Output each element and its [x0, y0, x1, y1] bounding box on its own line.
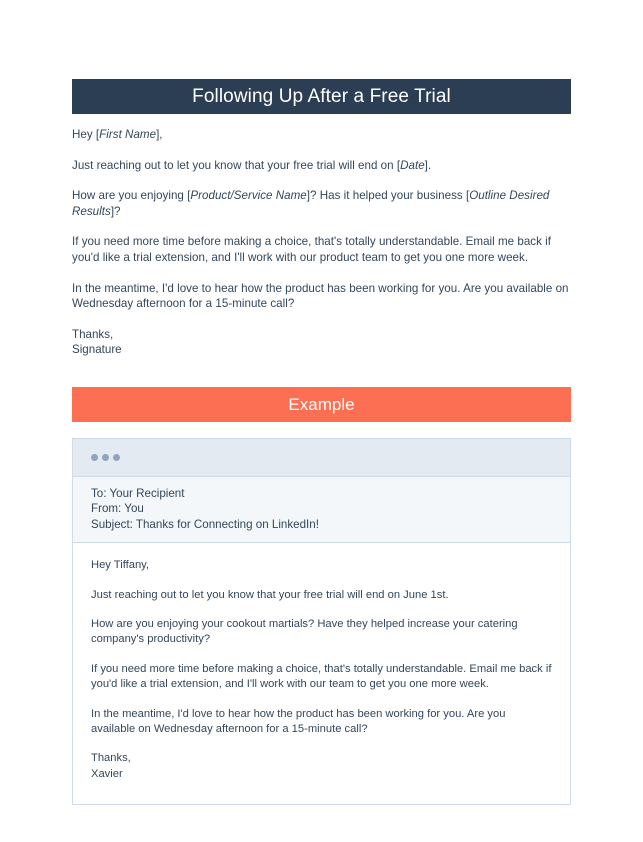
window-dot-icon	[113, 454, 120, 461]
greeting-suffix: ],	[156, 128, 163, 141]
window-dots	[91, 454, 120, 461]
email-to-line: To: Your Recipient	[91, 487, 185, 500]
template-email-body	[72, 127, 575, 358]
email-closing: Thanks,	[91, 752, 131, 765]
email-greeting: Hey Tiffany,	[91, 559, 150, 572]
template-signature: Signature	[72, 343, 122, 357]
example-banner-label: Example	[288, 395, 355, 414]
greeting-prefix: Hey [	[72, 128, 100, 141]
template-paragraph-trial-end	[72, 158, 575, 174]
template-paragraph-meantime: In the meantime, I'd love to hear how the product has been working for you. Are you available on Wednesday afternoon for a 15-minute call?	[72, 281, 569, 311]
template-paragraph-enjoying	[72, 188, 575, 219]
email-paragraph-enjoying: How are you enjoying your cookout martials? Have they helped increase your catering company's productivity?	[91, 618, 518, 646]
email-mockup-titlebar	[73, 439, 570, 477]
email-mockup	[72, 438, 571, 805]
email-signoff	[91, 751, 552, 782]
greeting-placeholder: First Name	[99, 128, 157, 141]
page-title: Following Up After a Free Trial	[192, 86, 451, 107]
email-paragraph-meantime: In the meantime, I'd love to hear how the product has been working for you. Are you available on Wednesday afternoon for a 15-minute call?	[91, 707, 506, 736]
template-closing: Thanks,	[72, 327, 114, 341]
email-body-panel	[73, 543, 570, 804]
trial-end-suffix: ].	[424, 158, 432, 172]
trial-end-placeholder: Date	[400, 158, 425, 172]
template-paragraph-extension: If you need more time before making a choice, that's totally understandable. Email me back if you'd like a trial extension, and I'll work with our product team to get you one more week.	[72, 235, 552, 264]
trial-end-prefix: Just reaching out to let you know that your free trial will end on [	[72, 158, 401, 172]
example-banner	[72, 387, 571, 422]
enjoying-placeholder-results: Outline Desired Results	[72, 189, 550, 218]
enjoying-prefix: How are you enjoying [	[72, 189, 191, 203]
enjoying-placeholder-product: Product/Service Name	[190, 189, 307, 203]
window-dot-icon	[102, 454, 109, 461]
email-paragraph-trial-end: Just reaching out to let you know that your free trial will end on June 1st.	[91, 588, 449, 601]
email-signature: Xavier	[91, 767, 123, 780]
template-greeting	[72, 127, 575, 143]
email-subject-line: Subject: Thanks for Connecting on LinkedIn!	[91, 517, 319, 531]
template-title-bar	[72, 79, 571, 114]
enjoying-middle: ]? Has it helped your business [	[306, 189, 470, 203]
email-meta-panel	[73, 477, 570, 543]
window-dot-icon	[91, 454, 98, 461]
email-paragraph-extension: If you need more time before making a choice, that's totally understandable. Email me back if you'd like a trial extension, and I'll work with our team to get you one more week.	[91, 662, 552, 691]
email-from-line: From: You	[91, 502, 144, 516]
template-signoff	[72, 327, 575, 358]
enjoying-suffix: ]?	[110, 204, 121, 218]
